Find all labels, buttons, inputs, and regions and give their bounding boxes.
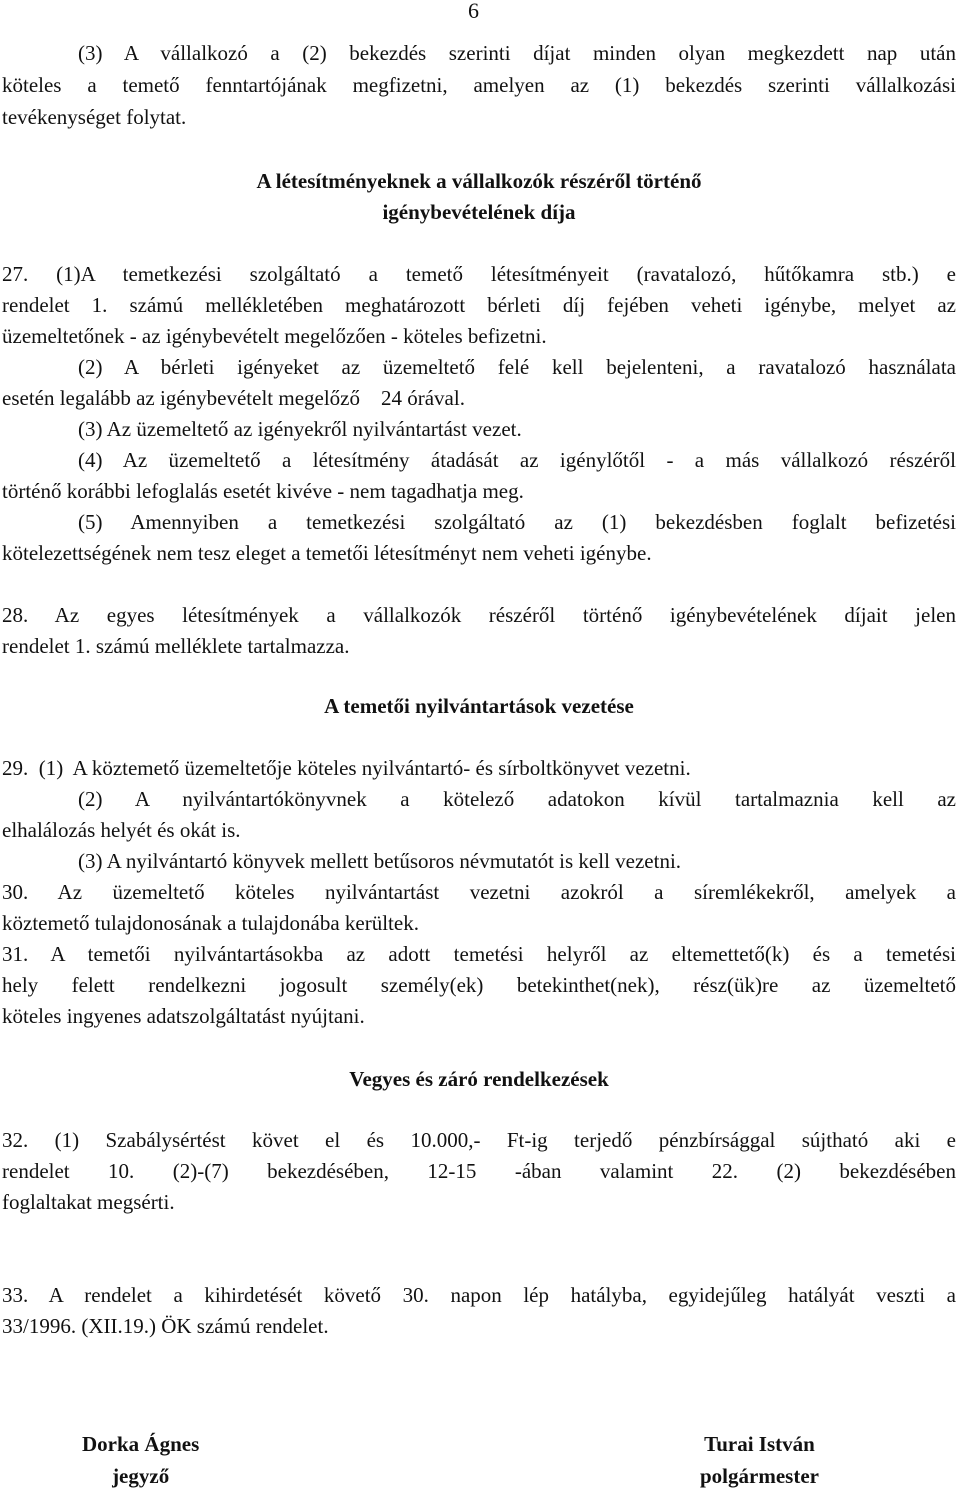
paragraph-line: 31. A temetői nyilvántartásokba az adott temetési helyről az eltemettető(k) és a temetési	[2, 942, 956, 966]
signer-name: Dorka Ágnes	[82, 1432, 200, 1456]
paragraph-line: (2) A nyilvántartókönyvnek a kötelező adatokon kívül tartalmaznia kell az	[78, 787, 956, 811]
section-heading: igénybevételének díja	[382, 200, 576, 224]
paragraph-line: 33/1996. (XII.19.) ÖK számú rendelet.	[2, 1314, 329, 1338]
paragraph-line: (3) A nyilvántartó könyvek mellett betűsoros névmutatót is kell vezetni.	[78, 849, 682, 873]
section-heading: Vegyes és záró rendelkezések	[349, 1067, 609, 1091]
paragraph-line: elhalálozás helyét és okát is.	[2, 818, 241, 842]
paragraph-line: rendelet 1. számú mellékletében meghatározott bérleti díj fejében veheti igénybe, melyet az	[2, 293, 956, 317]
paragraph-line: köteles a temető fenntartójának megfizetni, amelyen az (1) bekezdés szerinti vállalkozási	[2, 73, 956, 97]
paragraph-line: hely felett rendelkezni jogosult személy(ek) betekinthet(nek), rész(ük)re az üzemeltető	[2, 973, 956, 997]
paragraph-line: 33. A rendelet a kihirdetését követő 30. napon lép hatályba, egyidejűleg hatályát veszti a	[2, 1283, 956, 1307]
paragraph-line: esetén legalább az igénybevételt megelőző 24 órával.	[2, 386, 465, 410]
paragraph-line: (4) Az üzemeltető a létesítmény átadását az igénylőtől - a más vállalkozó részéről	[78, 448, 956, 472]
paragraph-line: 28. Az egyes létesítmények a vállalkozók részéről történő igénybevételének díjait jelen	[2, 603, 956, 627]
paragraph-line: 32. (1) Szabálysértést követ el és 10.000,- Ft-ig terjedő pénzbírsággal sújtható aki e	[2, 1128, 956, 1152]
paragraph-line: köztemető tulajdonosának a tulajdonába kerültek.	[2, 911, 419, 935]
paragraph-line: üzemeltetőnek - az igénybevételt megelőzően - köteles befizetni.	[2, 324, 547, 348]
paragraph-line: (5) Amennyiben a temetkezési szolgáltató az (1) bekezdésben foglalt befizetési	[78, 510, 956, 534]
paragraph-line: 29. (1) A köztemető üzemeltetője köteles nyilvántartó- és sírboltkönyvet vezetni.	[2, 756, 691, 780]
paragraph-line: tevékenységet folytat.	[2, 105, 187, 129]
paragraph-line: történő korábbi lefoglalás esetét kivéve - nem tagadhatja meg.	[2, 479, 524, 503]
signer-title: polgármester	[700, 1464, 819, 1488]
signer-name: Turai István	[704, 1432, 815, 1456]
paragraph-line: 30. Az üzemeltető köteles nyilvántartást vezetni azokról a síremlékekről, amelyek a	[2, 880, 956, 904]
page-number: 6	[468, 0, 479, 23]
signer-title: jegyző	[112, 1464, 170, 1488]
paragraph-line: köteles ingyenes adatszolgáltatást nyújtani.	[2, 1004, 365, 1028]
signature-block-right	[700, 1428, 819, 1492]
paragraph-line: kötelezettségének nem tesz eleget a temetői létesítményt nem veheti igénybe.	[2, 541, 652, 565]
paragraph-line: rendelet 10. (2)-(7) bekezdésében, 12-15 -ában valamint 22. (2) bekezdésében	[2, 1159, 956, 1183]
section-heading: A temetői nyilvántartások vezetése	[324, 694, 634, 718]
paragraph-line: (2) A bérleti igényeket az üzemeltető felé kell bejelenteni, a ravatalozó használata	[78, 355, 956, 379]
paragraph-line: rendelet 1. számú melléklete tartalmazza.	[2, 634, 350, 658]
paragraph-line: foglaltakat megsérti.	[2, 1190, 175, 1214]
section-heading: A létesítményeknek a vállalkozók részéről történő	[256, 169, 702, 193]
paragraph-line: 27. (1)A temetkezési szolgáltató a temető létesítményeit (ravatalozó, hűtőkamra stb.) e	[2, 262, 956, 286]
signature-block-left	[82, 1428, 199, 1492]
paragraph-line: (3) Az üzemeltető az igényekről nyilvántartást vezet.	[78, 417, 522, 441]
paragraph-line: (3) A vállalkozó a (2) bekezdés szerinti díjat minden olyan megkezdett nap után	[78, 41, 956, 65]
